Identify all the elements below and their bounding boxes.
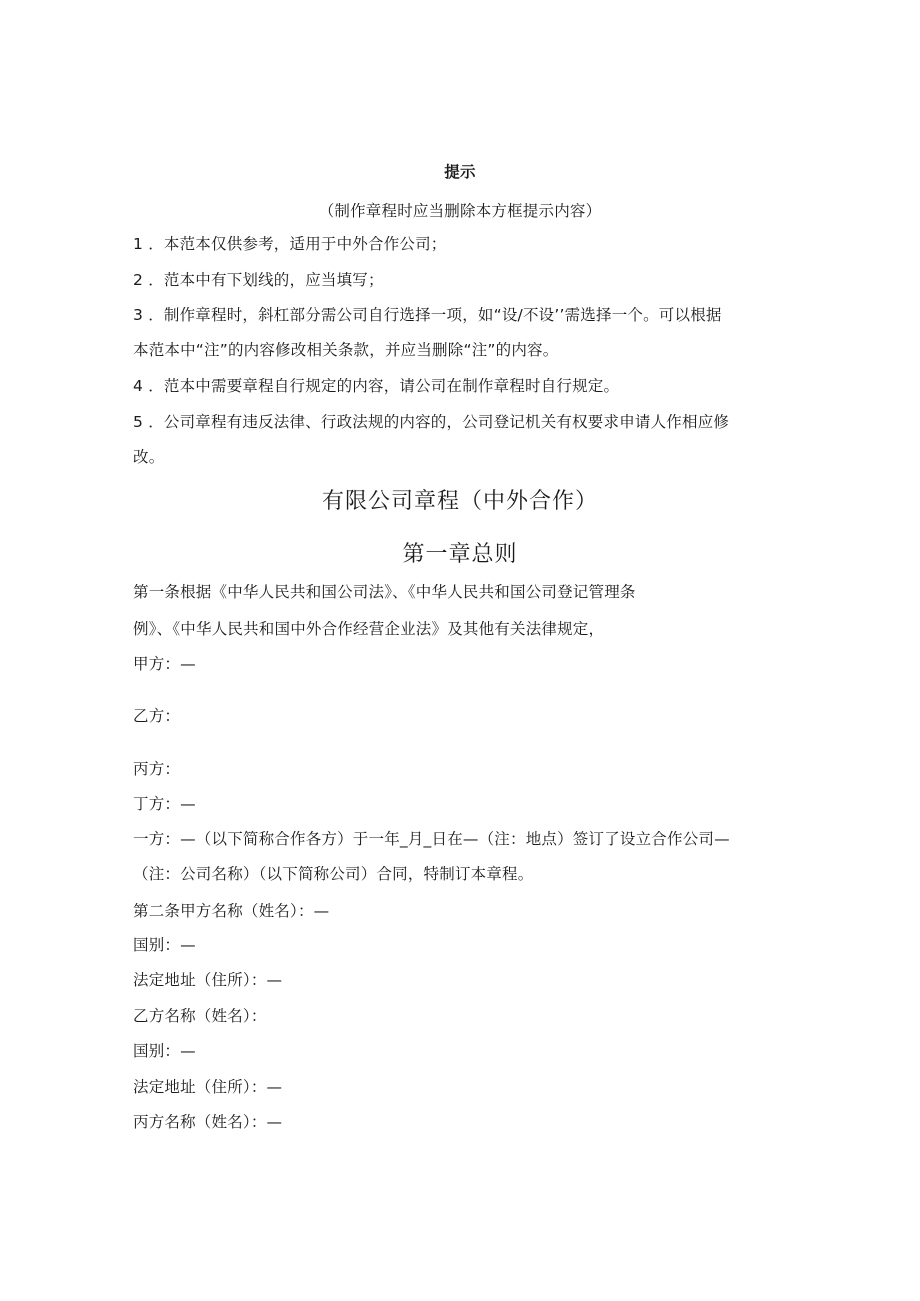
party-b: 乙方：: [133, 707, 181, 725]
party-b-address: 法定地址（住所）：—: [133, 1078, 283, 1096]
party-d: 丁方：—: [133, 795, 196, 813]
article-1-line-2: 例》、《中华人民共和国中外合作经营企业法》及其他有关法律规定，: [133, 620, 605, 638]
tip-item-3-cont: 本范本中“注”的内容修改相关条款，并应当删除“注”的内容。: [133, 341, 559, 359]
article-1-line-4: （注：公司名称）（以下简称公司）合同，特制订本章程。: [133, 865, 534, 883]
party-b-country: 国别：—: [133, 1042, 196, 1060]
article-2-party-a-name: 第二条甲方名称（姓名）：—: [133, 902, 330, 920]
party-b-name: 乙方名称（姓名）：: [133, 1007, 267, 1025]
document-title: 有限公司章程（中外合作）: [321, 489, 598, 514]
tip-item-1: 1 ．本范本仅供参考，适用于中外合作公司；: [133, 235, 447, 253]
party-a-address: 法定地址（住所）：—: [133, 971, 283, 989]
tip-item-5: 5 ．公司章程有违反法律、行政法规的内容的，公司登记机关有权要求申请人作相应修: [133, 413, 730, 431]
tip-item-5-cont: 改。: [133, 448, 165, 466]
tip-item-2: 2 ．范本中有下划线的，应当填写；: [133, 271, 384, 289]
tip-item-3: 3 ．制作章程时，斜杠部分需公司自行选择一项，如“设/不设’’需选择一个。可以根据: [133, 306, 722, 324]
tip-title: 提示: [444, 163, 476, 181]
party-c: 丙方：: [133, 760, 181, 778]
article-1-line-3: 一方：—（以下简称合作各方）于一年_月_日在—（注：地点）签订了设立合作公司—: [133, 830, 730, 848]
chapter-title: 第一章总则: [402, 542, 518, 567]
article-1-line-1: 第一条根据《中华人民共和国公司法》、《中华人民共和国公司登记管理条: [133, 583, 636, 601]
party-c-name: 丙方名称（姓名）：—: [133, 1113, 283, 1131]
party-a-country: 国别：—: [133, 936, 196, 954]
tip-subtitle: （制作章程时应当删除本方框提示内容）: [318, 202, 602, 220]
party-a: 甲方：—: [133, 655, 196, 673]
tip-item-4: 4 ．范本中需要章程自行规定的内容，请公司在制作章程时自行规定。: [133, 377, 620, 395]
